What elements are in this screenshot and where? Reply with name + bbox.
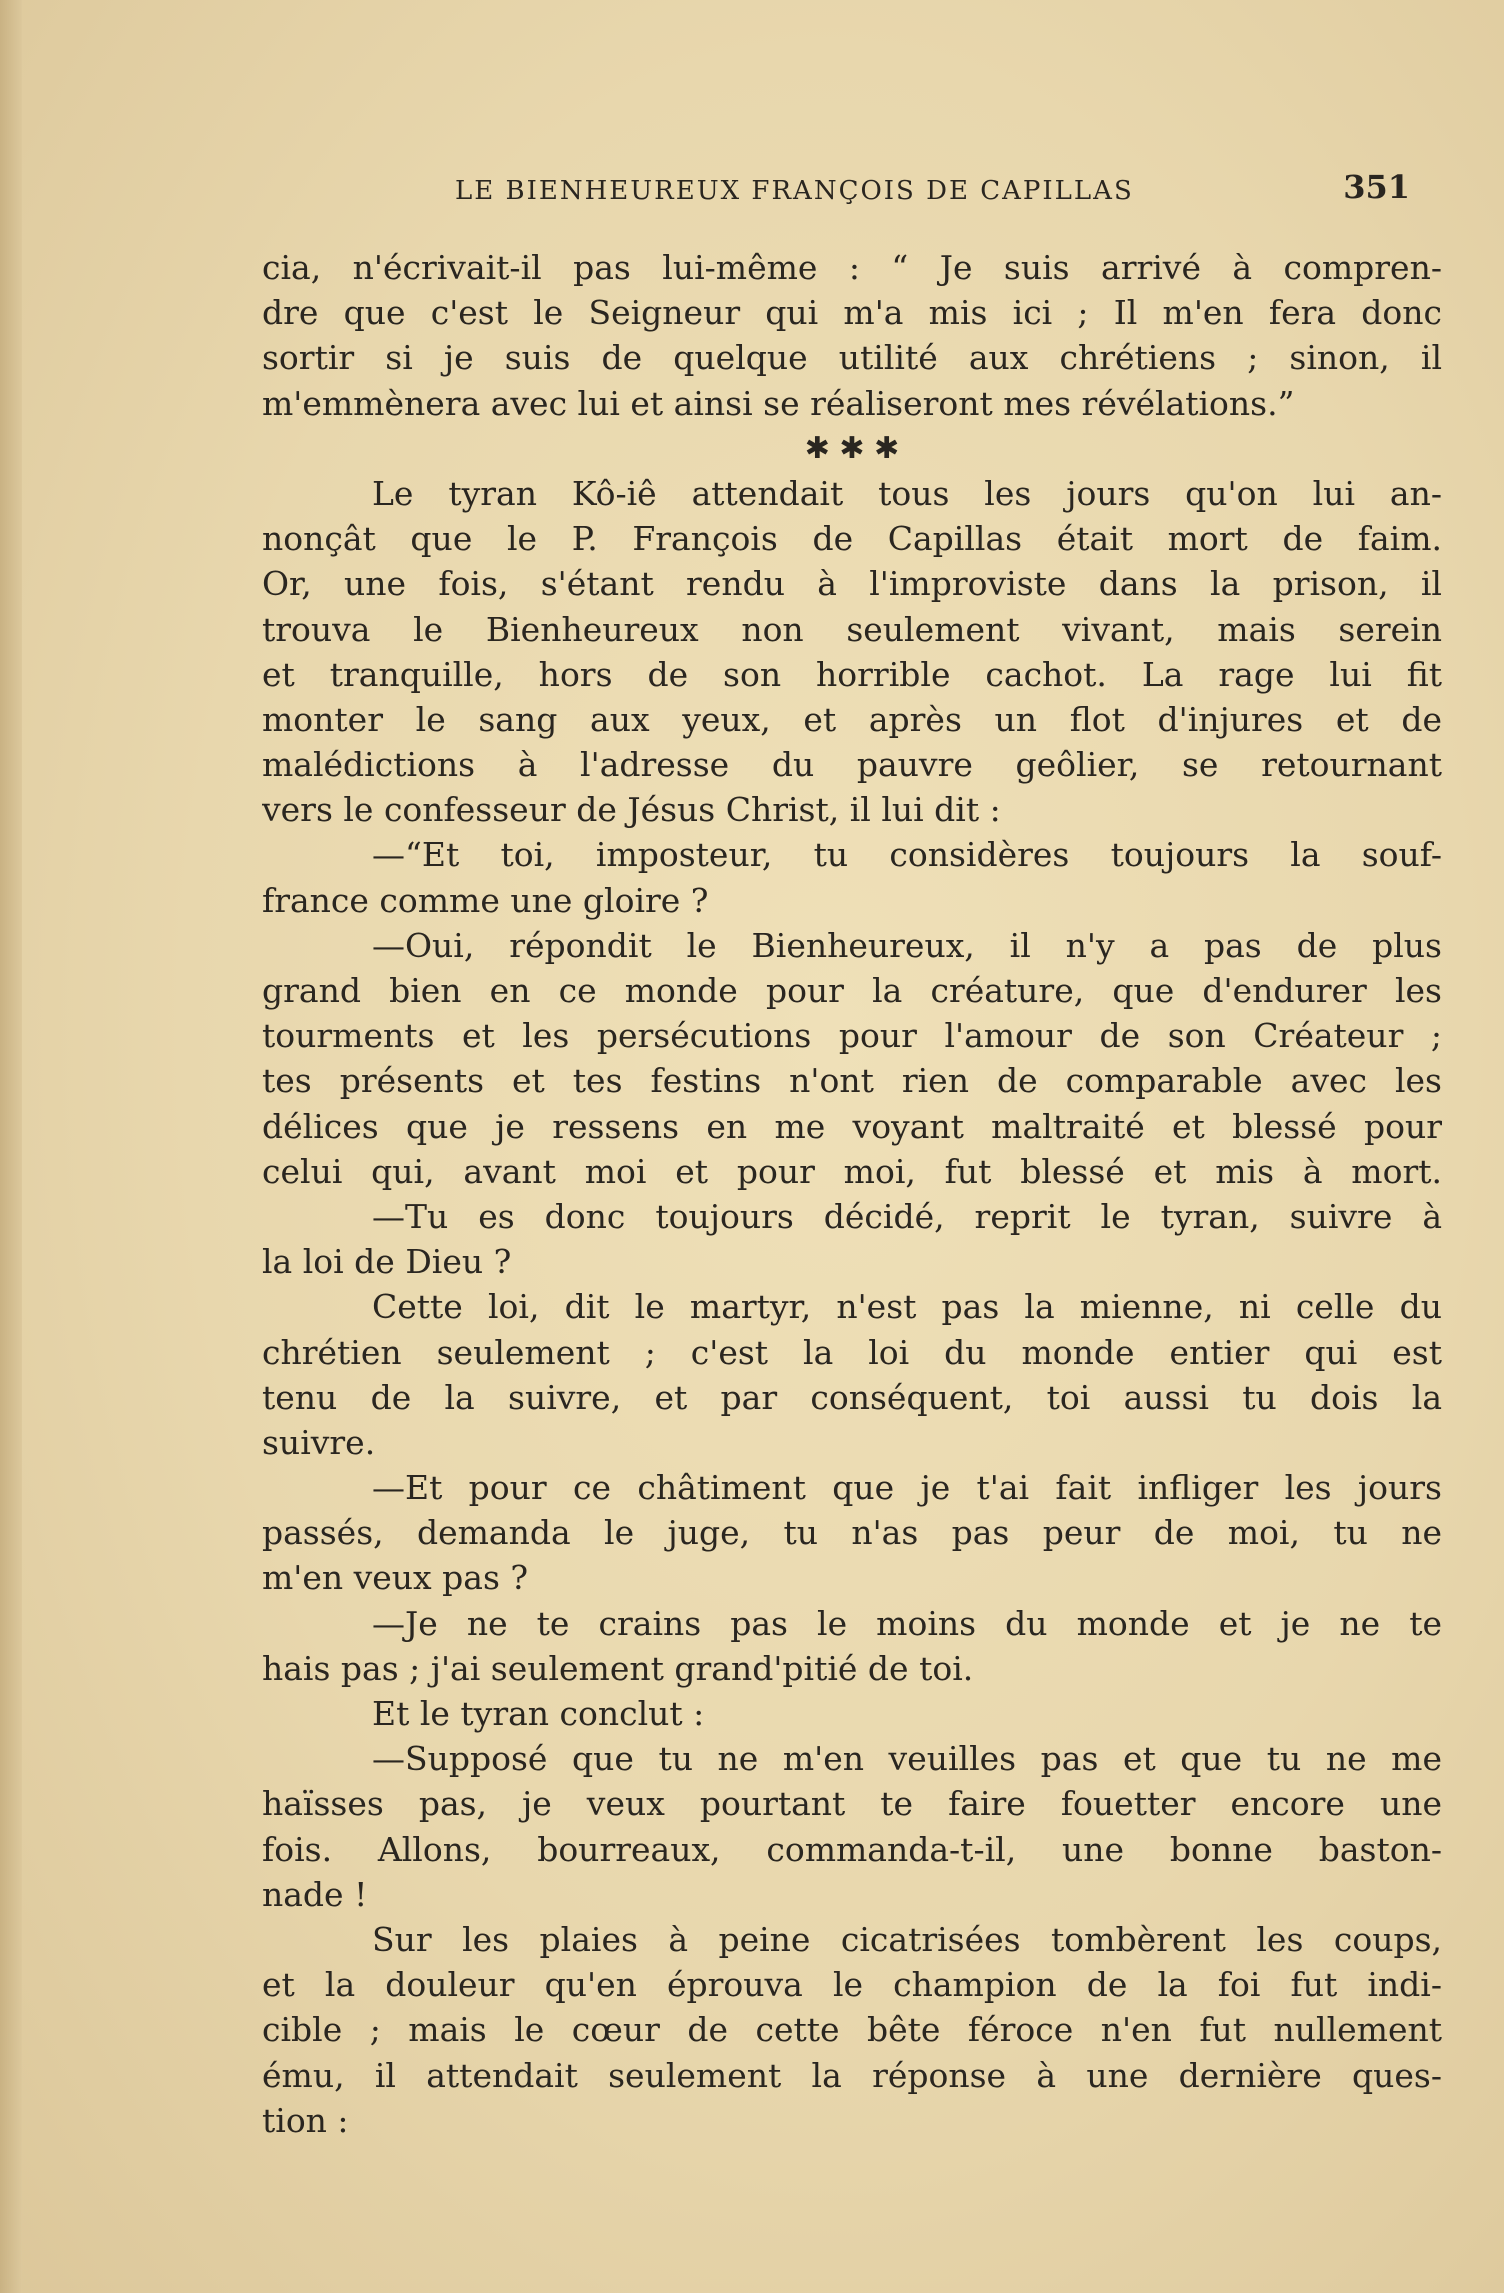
page-number: 351 (1343, 168, 1410, 206)
text-line: Le tyran Kô-iê attendait tous les jours qu'on lui an- (372, 473, 1442, 513)
text-line: tes présents et tes festins n'ont rien de comparable avec les (262, 1061, 1442, 1101)
text-line: fois. Allons, bourreaux, commanda-t-il, une bonne baston- (262, 1829, 1442, 1869)
text-line: grand bien en ce monde pour la créature, que d'endurer les (262, 971, 1442, 1010)
text-line: et la douleur qu'en éprouva le champion de la foi fut indi- (262, 1965, 1442, 2005)
text-line: nade ! (262, 1874, 368, 1914)
text-line: délices que je ressens en me voyant maltraité et blessé pour (262, 1106, 1442, 1146)
text-line: haïsses pas, je veux pourtant te faire fouetter encore une (262, 1784, 1442, 1824)
text-line: cible ; mais le cœur de cette bête féroce n'en fut nullement (262, 2010, 1442, 2050)
text-line: suivre. (262, 1422, 376, 1462)
text-line: tion : (262, 2100, 349, 2140)
text-line: chrétien seulement ; c'est la loi du monde entier qui est (262, 1332, 1442, 1372)
page-gutter-edge (0, 0, 22, 2293)
text-line: trouva le Bienheureux non seulement vivant, mais serein (262, 609, 1442, 649)
text-line: france comme une gloire ? (262, 880, 709, 920)
text-line: —Oui, répondit le Bienheureux, il n'y a pas de plus (372, 925, 1442, 965)
text-line: nonçât que le P. François de Capillas était mort de faim. (262, 519, 1442, 559)
text-line: hais pas ; j'ai seulement grand'pitié de toi. (262, 1648, 974, 1688)
text-line: m'emmènera avec lui et ainsi se réaliseront mes révélations.” (262, 383, 1295, 423)
text-line: —“Et toi, imposteur, tu considères toujours la souf- (372, 835, 1442, 875)
text-line: et tranquille, hors de son horrible cachot. La rage lui fit (262, 654, 1442, 694)
running-title: LE BIENHEUREUX FRANÇOIS DE CAPILLAS (455, 176, 1134, 206)
text-line: —Supposé que tu ne m'en veuilles pas et que tu ne me (372, 1739, 1442, 1779)
text-line: Sur les plaies à peine cicatrisées tombèrent les coups, (372, 1919, 1442, 1959)
text-line: Cette loi, dit le martyr, n'est pas la mienne, ni celle du (372, 1287, 1442, 1327)
page-header (270, 168, 1410, 218)
section-separator: ✱ ✱ ✱ (804, 430, 900, 466)
text-line: celui qui, avant moi et pour moi, fut blessé et mis à mort. (262, 1151, 1442, 1191)
text-line: —Et pour ce châtiment que je t'ai fait infliger les jours (372, 1468, 1442, 1508)
text-line: sortir si je suis de quelque utilité aux chrétiens ; sinon, il (262, 338, 1442, 378)
text-line: dre que c'est le Seigneur qui m'a mis ici ; Il m'en fera donc (262, 293, 1442, 333)
text-line: passés, demanda le juge, tu n'as pas peur de moi, tu ne (262, 1513, 1442, 1553)
text-line: la loi de Dieu ? (262, 1242, 512, 1282)
text-line: tourments et les persécutions pour l'amour de son Créateur ; (262, 1016, 1442, 1056)
text-line: cia, n'écrivait-il pas lui-même : “ Je suis arrivé à compren- (262, 248, 1442, 287)
text-line: Et le tyran conclut : (372, 1694, 705, 1733)
text-line: ému, il attendait seulement la réponse à une dernière ques- (262, 2055, 1442, 2095)
text-line: tenu de la suivre, et par conséquent, toi aussi tu dois la (262, 1377, 1442, 1417)
text-line: —Je ne te crains pas le moins du monde et je ne te (372, 1603, 1442, 1643)
text-line: malédictions à l'adresse du pauvre geôlier, se retournant (262, 745, 1442, 785)
text-line: monter le sang aux yeux, et après un flot d'injures et de (262, 699, 1442, 739)
text-line: —Tu es donc toujours décidé, reprit le tyran, suivre à (372, 1196, 1442, 1236)
text-line: Or, une fois, s'étant rendu à l'improviste dans la prison, il (262, 564, 1442, 604)
text-line: m'en veux pas ? (262, 1558, 529, 1598)
page-body-text (262, 245, 1442, 2143)
text-line: vers le confesseur de Jésus Christ, il lui dit : (262, 790, 1001, 830)
